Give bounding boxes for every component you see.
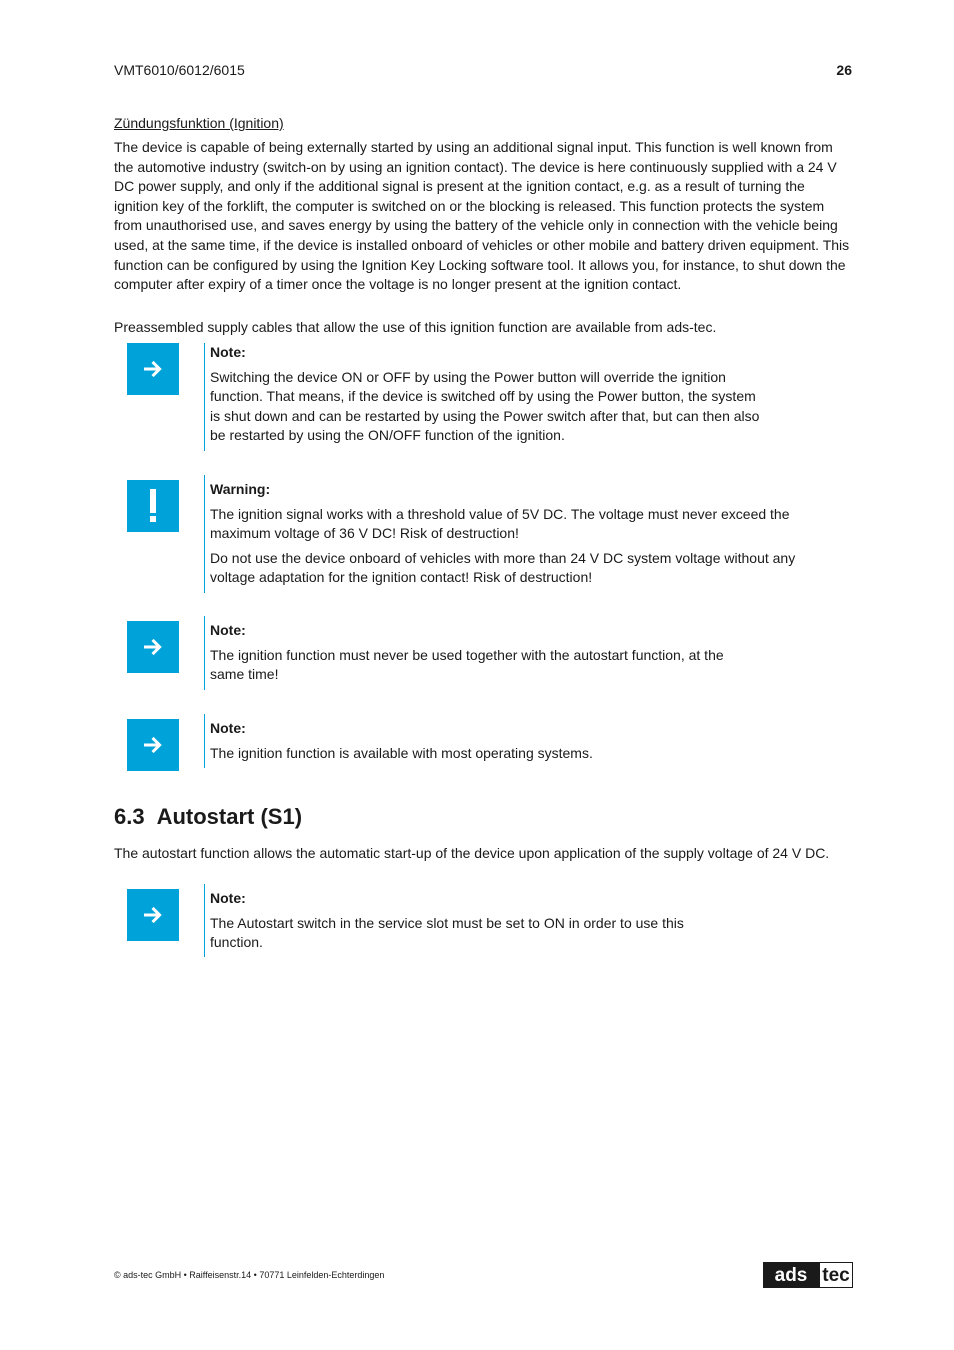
note-text: The ignition function is available with most operating systems. bbox=[210, 744, 593, 761]
warning-title: Warning: bbox=[210, 481, 271, 497]
note-text: Switching the device ON or OFF by using the Power button will override the ignition function. That means, if the device is switched off by using the Power button, the system is shut down and can be restarted by using the Power switch after that, but can then also be restarted by using the ON/OFF function of the ignition. bbox=[210, 368, 760, 444]
note-divider bbox=[204, 475, 205, 593]
note-text: The ignition function must never be used together with the autostart function, at the same time! bbox=[210, 646, 724, 683]
note-divider bbox=[204, 343, 205, 451]
autostart-paragraph: The autostart function allows the automatic start-up of the device upon application of the supply voltage of 24 V DC. bbox=[114, 845, 830, 861]
note-title: Note: bbox=[210, 890, 246, 906]
footer-address: © ads-tec GmbH • Raiffeisenstr.14 • 70771 Leinfelden-Echterdingen bbox=[114, 1270, 385, 1280]
ignition-heading: Zündungsfunktion (Ignition) bbox=[114, 115, 284, 131]
section-heading bbox=[114, 804, 302, 830]
section-title: Autostart (S1) bbox=[156, 804, 303, 829]
ads-tec-logo bbox=[763, 1262, 853, 1288]
ignition-paragraph: The device is capable of being externally started by using an additional signal input. This function is well known from the automotive industry (switch-on by using an ignition contact). The device is here continuously supplied with a 24 V DC power supply, and only if the additional signal is present at the ignition contact, e.g. as a result of turning the ignition key of the forklift, the computer is switched on or the blocking is released. This function protects the system from unauthorised use, and saves energy by using the battery of the vehicle only in connection with the vehicle being used, at the same time, if the device is installed onboard of vehicles or other mobile and battery driven equipment. This function can be configured by using the Ignition Key Locking software tool. It allows you, for instance, to shut down the computer after expiry of a timer once the voltage is no longer present at the ignition contact. bbox=[114, 139, 850, 293]
exclamation-icon bbox=[127, 480, 179, 532]
arrow-right-icon bbox=[127, 621, 179, 673]
arrow-right-icon bbox=[127, 719, 179, 771]
page-number: 26 bbox=[836, 62, 852, 78]
warning-text-adaptation: Do not use the device onboard of vehicles with more than 24 V DC system voltage without any voltage adaptation for the ignition contact! Risk of destruction! bbox=[210, 549, 796, 586]
cables-paragraph: Preassembled supply cables that allow the use of this ignition function are available from ads-tec. bbox=[114, 319, 717, 335]
arrow-right-icon bbox=[127, 889, 179, 941]
arrow-right-icon bbox=[127, 343, 179, 395]
note-text: The Autostart switch in the service slot must be set to ON in order to use this function. bbox=[210, 914, 684, 951]
warning-text-threshold: The ignition signal works with a threshold value of 5V DC. The voltage must never exceed the maximum voltage of 36 V DC! Risk of destruction! bbox=[210, 505, 790, 542]
note-divider bbox=[204, 616, 205, 690]
note-title: Note: bbox=[210, 720, 246, 736]
svg-text:tec: tec bbox=[822, 1265, 850, 1286]
document-id: VMT6010/6012/6015 bbox=[114, 62, 245, 78]
section-number: 6.3 bbox=[114, 804, 145, 829]
note-title: Note: bbox=[210, 344, 246, 360]
note-divider bbox=[204, 884, 205, 957]
note-divider bbox=[204, 714, 205, 768]
svg-text:ads: ads bbox=[774, 1265, 808, 1286]
note-title: Note: bbox=[210, 622, 246, 638]
